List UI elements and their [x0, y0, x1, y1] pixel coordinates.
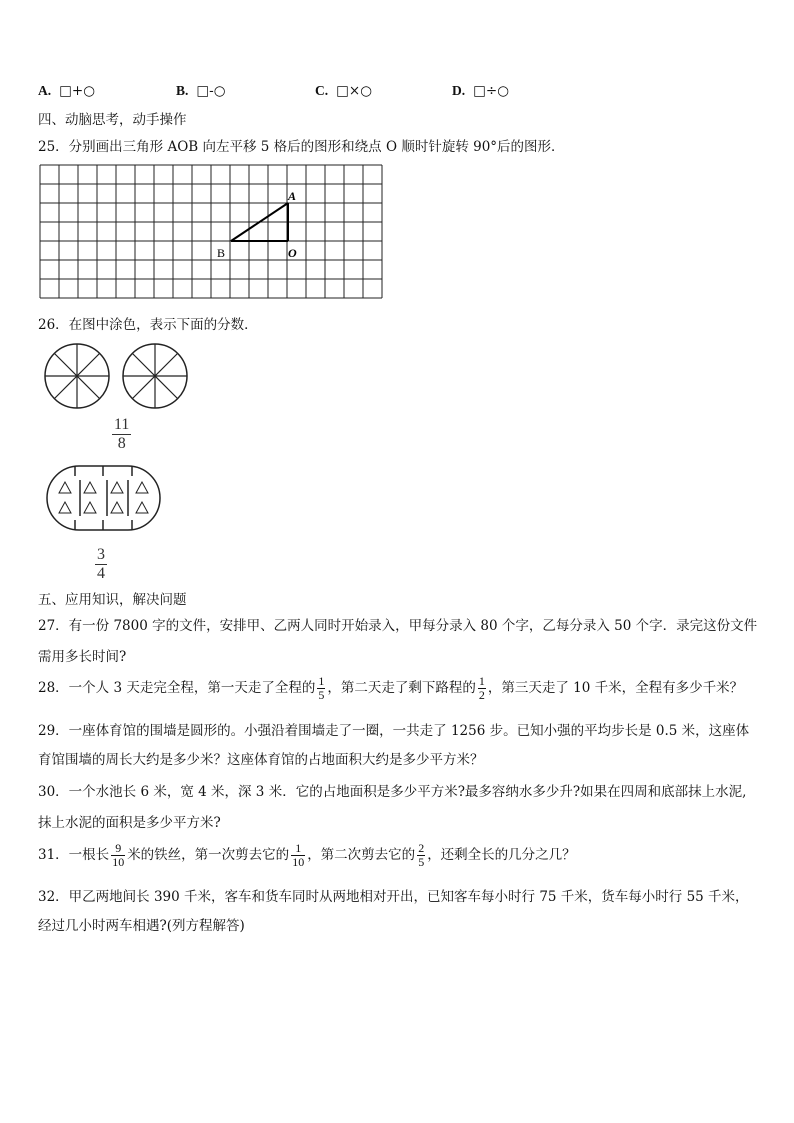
- q28-fraction1: [317, 675, 325, 702]
- option-d: [452, 83, 509, 99]
- option-d-value: □÷○: [473, 83, 509, 99]
- q28-f2-den: 2: [478, 688, 485, 702]
- fraction-3-4: [95, 546, 107, 583]
- option-a: [38, 83, 95, 99]
- q30-line2: 抹上水泥的面积是多少平方米?: [38, 815, 221, 831]
- q27-line2: 需用多长时间?: [38, 649, 127, 665]
- section4-heading: 四、动脑思考，动手操作: [38, 112, 187, 128]
- q32-line1: 32．甲乙两地间长 390 千米，客车和货车同时从两地相对开出，已知客车每小时行 75 千米，货车每小时行 55 千米，: [38, 889, 749, 905]
- q25-grid: [38, 163, 384, 301]
- option-c: [315, 83, 372, 99]
- q31-f1-den: 10: [112, 855, 125, 869]
- q28-f2-num: 1: [478, 674, 485, 688]
- triangle-shape: [111, 482, 123, 493]
- section5-heading: 五、应用知识，解决问题: [38, 592, 187, 608]
- q31-part1: 31．一根长: [38, 847, 110, 863]
- triangle-shape: [84, 502, 96, 513]
- option-c-value: □×○: [336, 83, 372, 99]
- fraction2-denominator: 4: [97, 565, 105, 582]
- q31-fraction1: [111, 842, 125, 869]
- q31-part3: ，第二次剪去它的: [307, 847, 416, 863]
- q32-line2: 经过几小时两车相遇?(列方程解答): [38, 918, 245, 934]
- option-b-label: B.: [176, 83, 189, 98]
- q31-fraction3: [417, 842, 425, 869]
- q31: [38, 838, 576, 872]
- q29-line1: 29．一座体育馆的围墙是圆形的。小强沿着围墙走了一圈，一共走了 1256 步。已知小强的平均步长是 0.5 米，这座体: [38, 723, 750, 739]
- triangle-shape: [59, 482, 71, 493]
- triangle-shape: [111, 502, 123, 513]
- option-d-label: D.: [452, 83, 466, 98]
- q28-part2: ，第二天走了剩下路程的: [327, 680, 476, 696]
- q31-f3-den: 5: [418, 855, 425, 869]
- fraction2-numerator: 3: [97, 546, 105, 563]
- q27-line1: 27．有一份 7800 字的文件，安排甲、乙两人同时开始录入，甲每分录入 80 个字，乙每分录入 50 个字．录完这份文件: [38, 618, 758, 634]
- fraction1-numerator: 11: [114, 416, 130, 433]
- q26-oval: [44, 462, 164, 534]
- q26-circles: [40, 340, 200, 412]
- q28-part3: ，第三天走了 10 千米，全程有多少千米？: [487, 680, 744, 696]
- circle-8-parts-1: [45, 344, 109, 408]
- option-b: [176, 83, 226, 99]
- q28-part1: 28．一个人 3 天走完全程，第一天走了全程的: [38, 680, 316, 696]
- q28: [38, 671, 743, 705]
- fraction1-denominator: 8: [117, 435, 126, 452]
- triangle-shape: [136, 502, 148, 513]
- q31-part4: ，还剩全长的几分之几？: [427, 847, 576, 863]
- fraction-11-8: [112, 416, 131, 453]
- q28-f1-den: 5: [318, 688, 325, 702]
- q28-fraction2: [478, 675, 486, 702]
- q31-f1-num: 9: [111, 842, 125, 856]
- triangle-shape: [84, 482, 96, 493]
- q31-fraction2: [291, 842, 305, 869]
- q26-text: 26．在图中涂色，表示下面的分数．: [38, 317, 258, 333]
- q29-line2: 育馆围墙的周长大约是多少米？这座体育馆的占地面积大约是多少平方米？: [38, 752, 484, 768]
- label-b: B: [217, 246, 226, 260]
- q31-f2-num: 1: [291, 842, 305, 856]
- q31-f3-num: 2: [418, 841, 425, 855]
- option-b-value: □-○: [196, 83, 226, 99]
- option-a-label: A.: [38, 83, 52, 98]
- q25-text: 25．分别画出三角形 AOB 向左平移 5 格后的图形和绕点 O 顺时针旋转 90°后的图形．: [38, 139, 565, 155]
- q28-f1-num: 1: [318, 674, 325, 688]
- q31-f2-den: 10: [292, 855, 305, 869]
- q31-part2: 米的铁丝，第一次剪去它的: [127, 847, 290, 863]
- triangle-shape: [136, 482, 148, 493]
- option-a-value: □+○: [59, 83, 95, 99]
- label-o: O: [288, 246, 297, 260]
- triangle-shape: [59, 502, 71, 513]
- circle-8-parts-2: [123, 344, 187, 408]
- label-a: A: [288, 189, 297, 203]
- option-c-label: C.: [315, 83, 329, 98]
- q30-line1: 30．一个水池长 6 米，宽 4 米，深 3 米．它的占地面积是多少平方米?最多容纳水多少升?如果在四周和底部抹上水泥,: [38, 784, 747, 800]
